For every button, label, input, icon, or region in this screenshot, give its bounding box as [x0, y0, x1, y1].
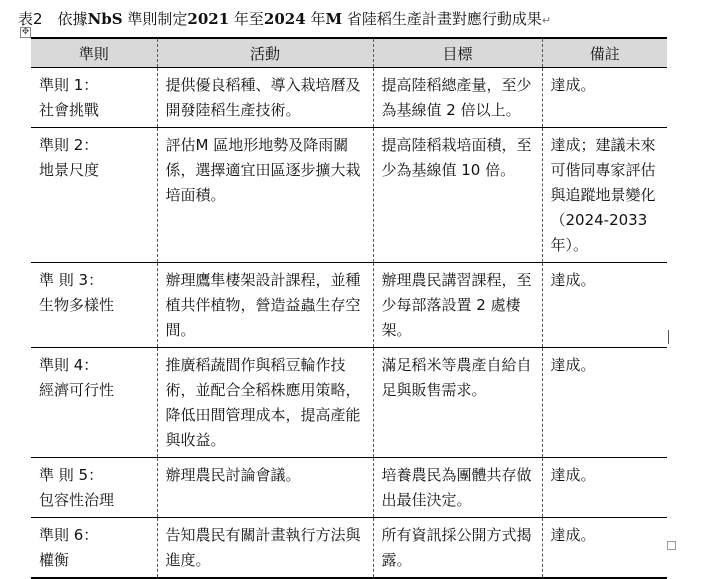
- caption-text-e: 省陸稻生產計畫對應行動成果: [342, 10, 542, 28]
- target-cell[interactable]: 滿足稻米等農產自給自足與販售需求。: [373, 348, 542, 458]
- activity-cell[interactable]: 評估M 區地形地勢及降雨關係，選擇適宜田區逐步擴大栽培面積。: [157, 128, 373, 263]
- criterion-cell[interactable]: [31, 128, 157, 263]
- remark-cell[interactable]: 達成。: [542, 263, 667, 348]
- remark-cell[interactable]: 達成。: [542, 348, 667, 458]
- caption-text-a: 依據: [42, 10, 88, 28]
- remark-cell[interactable]: 達成。: [542, 458, 667, 518]
- header-activity: 活動: [157, 38, 373, 68]
- criterion-cell[interactable]: [31, 518, 157, 579]
- table-row: [31, 348, 667, 458]
- table-row: [31, 263, 667, 348]
- caption-label: 表2: [18, 10, 43, 28]
- activity-cell[interactable]: 告知農民有關計畫執行方法與進度。: [157, 518, 373, 579]
- activity-cell[interactable]: 辦理農民討論會議。: [157, 458, 373, 518]
- table-row: [31, 128, 667, 263]
- paragraph-mark: ↵: [541, 14, 552, 27]
- text-cursor: [668, 330, 669, 344]
- caption-text-b: 準則制定: [122, 10, 188, 28]
- table-header-row: [31, 38, 667, 68]
- criteria-table: [31, 37, 667, 579]
- remark-cell[interactable]: 達成。: [542, 68, 667, 128]
- table-resize-handle[interactable]: [667, 541, 676, 550]
- criterion-cell[interactable]: [31, 458, 157, 518]
- criterion-name: 包容性治理: [39, 491, 115, 509]
- activity-cell[interactable]: 提供優良稻種、導入栽培曆及開發陸稻生產技術。: [157, 68, 373, 128]
- criterion-name: 生物多樣性: [39, 296, 115, 314]
- caption-year-end: 2024: [263, 10, 306, 28]
- criterion-cell[interactable]: [31, 263, 157, 348]
- caption-m: M: [325, 10, 343, 28]
- criterion-name: 權衡: [39, 551, 70, 569]
- criterion-name: 經濟可行性: [39, 381, 115, 399]
- criterion-cell[interactable]: [31, 68, 157, 128]
- header-remark: 備註: [542, 38, 667, 68]
- remark-cell[interactable]: 達成；建議未來可偕同專家評估與追蹤地景變化（2024-2033 年）。: [542, 128, 667, 263]
- criterion-number: 準則 4：: [39, 356, 99, 374]
- activity-cell[interactable]: 辦理鷹隼棲架設計課程，並種植共伴植物，營造益蟲生存空間。: [157, 263, 373, 348]
- table-row: [31, 458, 667, 518]
- target-cell[interactable]: 提高陸稻栽培面積，至少為基線值 10 倍。: [373, 128, 542, 263]
- criterion-number: 準則 2：: [39, 136, 99, 154]
- header-target: 目標: [373, 38, 542, 68]
- caption-text-c: 年至: [229, 10, 264, 28]
- table-caption: [18, 8, 551, 32]
- criterion-name: 地景尺度: [39, 161, 100, 179]
- target-cell[interactable]: 辦理農民講習課程，至少每部落設置 2 處棲架。: [373, 263, 542, 348]
- header-criterion: 準則: [31, 38, 157, 68]
- table-move-handle-icon[interactable]: ✥: [21, 27, 30, 37]
- activity-cell[interactable]: 推廣稻蔬間作與稻豆輪作技術，並配合全稻株應用策略，降低田間管理成本，提高產能與收益。: [157, 348, 373, 458]
- criterion-cell[interactable]: [31, 348, 157, 458]
- criterion-number: 準則 1：: [39, 76, 99, 94]
- criterion-number: 準 則 5：: [39, 466, 104, 484]
- table-row: [31, 518, 667, 579]
- caption-nbs: NbS: [87, 10, 123, 28]
- criterion-number: 準則 6：: [39, 526, 99, 544]
- criterion-name: 社會挑戰: [39, 101, 100, 119]
- caption-year-start: 2021: [187, 10, 230, 28]
- target-cell[interactable]: 所有資訊採公開方式揭露。: [373, 518, 542, 579]
- caption-text-d: 年: [305, 10, 326, 28]
- table-row: [31, 68, 667, 128]
- criterion-number: 準 則 3：: [39, 271, 104, 289]
- target-cell[interactable]: 培養農民為團體共存做出最佳決定。: [373, 458, 542, 518]
- remark-cell[interactable]: 達成。: [542, 518, 667, 579]
- target-cell[interactable]: 提高陸稻總產量，至少為基線值 2 倍以上。: [373, 68, 542, 128]
